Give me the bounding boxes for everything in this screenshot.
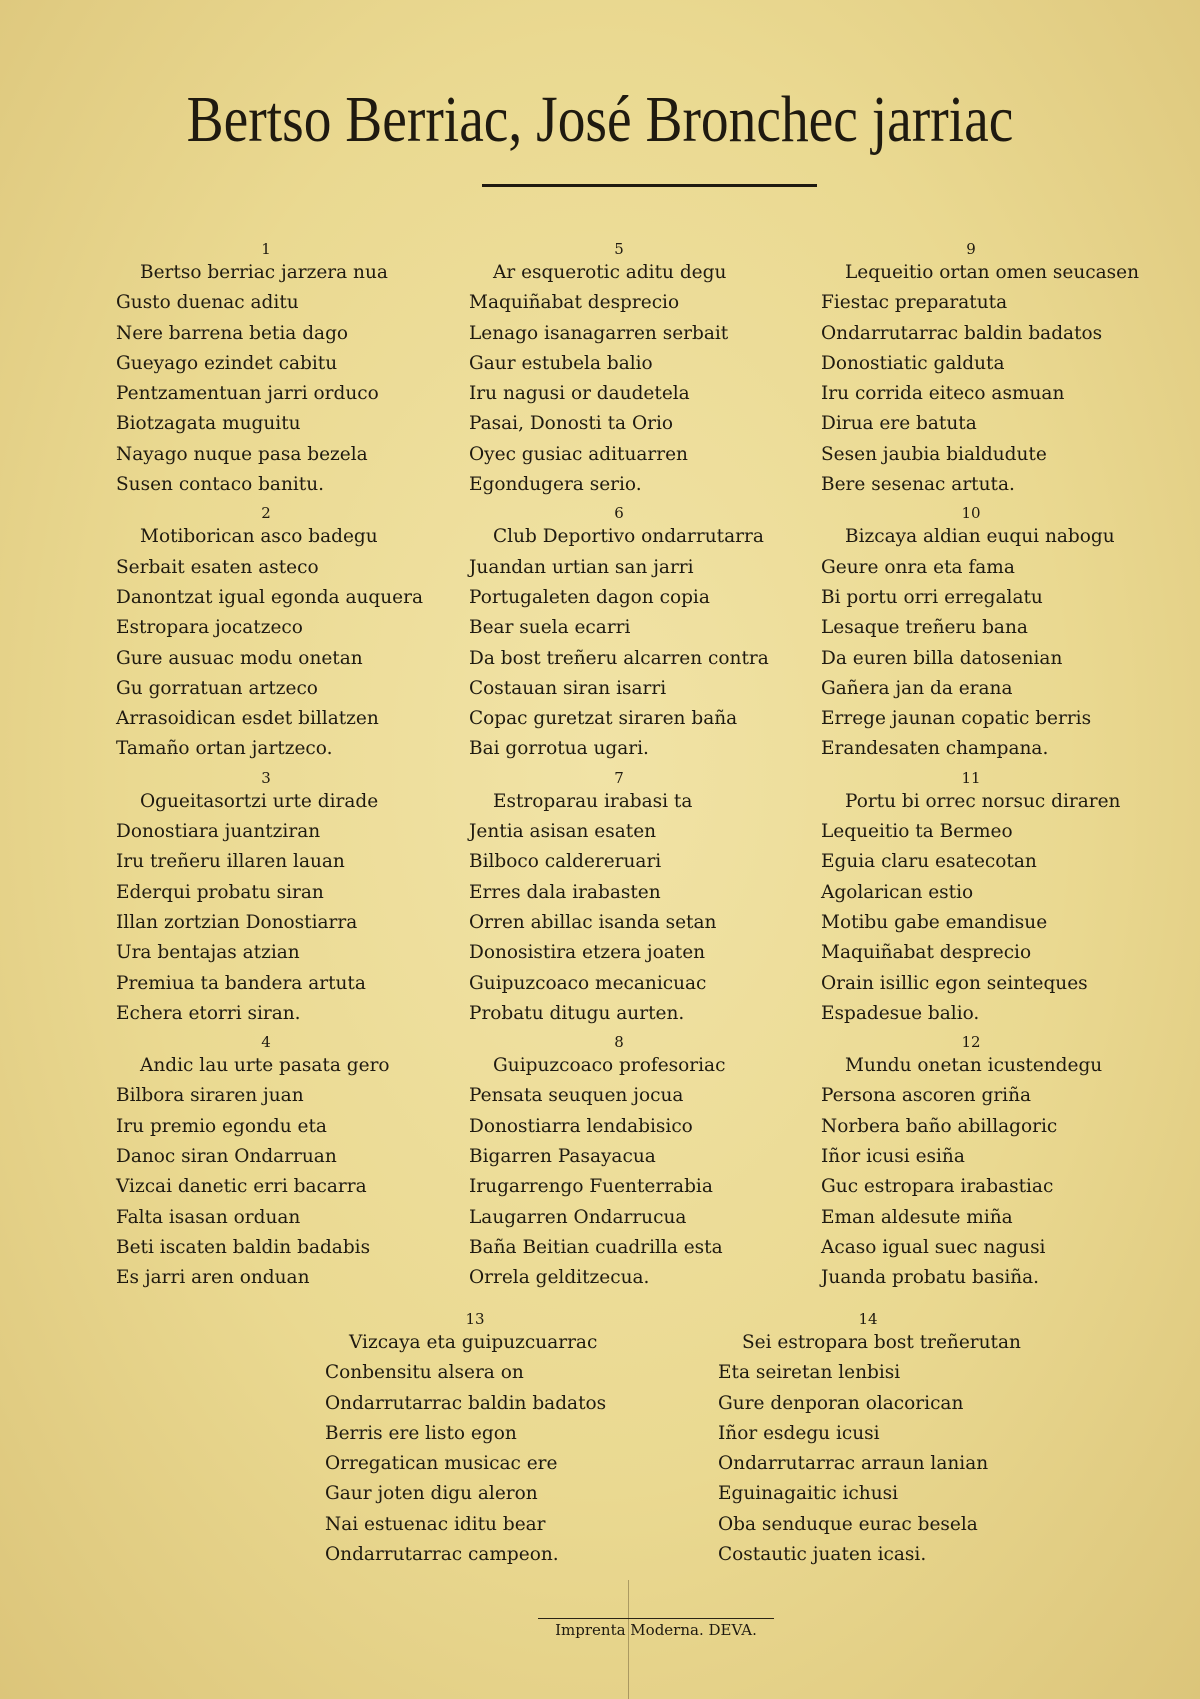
verse-line: Iru premio egondu eta: [116, 1115, 327, 1137]
verse-line: Falta isasan orduan: [116, 1206, 301, 1228]
verse-line: Conbensitu alsera on: [325, 1362, 524, 1384]
verse-line: Geure onra eta fama: [821, 556, 1015, 578]
verse-line: Erres dala irabasten: [469, 881, 661, 903]
verse-line: Copac guretzat siraren baña: [469, 708, 738, 730]
verse-line: Estroparau irabasi ta: [493, 790, 693, 812]
verse-line: Bere sesenac artuta.: [821, 474, 1015, 496]
column-left: [116, 236, 466, 1294]
verse-line: Ondarrutarrac baldin badatos: [821, 322, 1103, 344]
verse-line: Gure ausuac modu onetan: [116, 647, 363, 669]
verse-line: Ondarrutarrac campeon.: [325, 1544, 559, 1566]
verse-line: Orrela gelditzecua.: [469, 1267, 650, 1289]
verse-line: Portugaleten dagon copia: [469, 586, 710, 608]
verse-line: Gaur estubela balio: [469, 352, 653, 374]
stanza-number: 4: [261, 1033, 271, 1052]
verse-line: Maquiñabat desprecio: [821, 942, 1032, 964]
verse-line: Bilbora siraren juan: [116, 1085, 304, 1107]
verse-line: Eman aldesute miña: [821, 1206, 1013, 1228]
verse-line: Guc estropara irabastiac: [821, 1176, 1054, 1198]
verse-line: Erandesaten champana.: [821, 738, 1049, 760]
verse-line: Ederqui probatu siran: [116, 881, 324, 903]
printer-imprint: Imprenta Moderna. DEVA.: [555, 1621, 757, 1639]
verse-line: Ondarrutarrac arraun lanian: [718, 1453, 989, 1475]
verse-line: Da bost treñeru alcarren contra: [469, 647, 769, 669]
verse-line: Iñor esdegu icusi: [718, 1422, 880, 1444]
verse-line: Dirua ere batuta: [821, 413, 977, 435]
verse-line: Nayago nuque pasa bezela: [116, 443, 368, 465]
verse-line: Tamaño ortan jartzeco.: [116, 738, 333, 760]
verse-line: Ura bentajas atzian: [116, 942, 300, 964]
verse-line: Probatu ditugu aurten.: [469, 1002, 685, 1024]
verse-line: Gu gorratuan artzeco: [116, 677, 318, 699]
verse-line: Bear suela ecarri: [469, 617, 631, 639]
verse-line: Norbera baño abillagoric: [821, 1115, 1058, 1137]
verse-line: Gaur joten digu aleron: [325, 1483, 538, 1505]
stanza-number: 9: [966, 240, 976, 258]
verse-line: Susen contaco banitu.: [116, 474, 325, 496]
verse-line: Portu bi orrec norsuc diraren: [845, 790, 1121, 812]
stanza: [821, 500, 1171, 764]
verse-line: Agolarican estio: [821, 881, 974, 903]
verse-line: Gusto duenac aditu: [116, 292, 299, 314]
page-title: Bertso Berriac, José Bronchec jarriac: [186, 83, 1014, 156]
stanza-number: 13: [465, 1310, 485, 1328]
stanza: [718, 1306, 1068, 1570]
column-bottom-right: [718, 1306, 1068, 1570]
verse-line: Pensata seuquen jocua: [469, 1085, 684, 1107]
verse-line: Costauan siran isarri: [469, 677, 667, 699]
verse-line: Orregatican musicac ere: [325, 1453, 558, 1475]
verse-line: Es jarri aren onduan: [116, 1267, 310, 1289]
verse-line: Donostiarra lendabisico: [469, 1115, 693, 1137]
verse-line: Guipuzcoaco profesoriac: [493, 1055, 726, 1077]
verse-line: Sei estropara bost treñerutan: [742, 1332, 1021, 1353]
stanza-number: 1: [261, 240, 271, 258]
column-right: [821, 236, 1171, 1294]
stanza-number: 14: [858, 1310, 878, 1328]
stanza: [469, 1029, 819, 1293]
verse-line: Danoc siran Ondarruan: [116, 1146, 337, 1168]
stanza: [116, 500, 466, 764]
verse-line: Juanda probatu basiña.: [821, 1267, 1040, 1289]
verse-line: Guipuzcoaco mecanicuac: [469, 972, 707, 994]
verse-line: Orain isillic egon seinteques: [821, 972, 1088, 994]
verse-line: Bai gorrotua ugari.: [469, 738, 649, 760]
verse-line: Motiborican asco badegu: [140, 526, 378, 548]
verse-line: Donosistira etzera joaten: [469, 942, 706, 964]
verse-line: Bertso berriac jarzera nua: [140, 262, 388, 283]
verse-line: Gueyago ezindet cabitu: [116, 352, 338, 374]
verse-line: Bigarren Pasayacua: [469, 1146, 656, 1168]
verse-line: Club Deportivo ondarrutarra: [493, 526, 764, 548]
verse-line: Illan zortzian Donostiarra: [116, 911, 358, 933]
verse-line: Biotzagata muguitu: [116, 413, 301, 435]
stanza-number: 6: [614, 504, 624, 523]
column-middle: [469, 236, 819, 1294]
verse-line: Echera etorri siran.: [116, 1002, 301, 1024]
verse-line: Vizcaya eta guipuzcuarrac: [349, 1332, 598, 1353]
verse-line: Laugarren Ondarrucua: [469, 1206, 687, 1228]
verse-line: Ar esquerotic aditu degu: [493, 262, 727, 283]
stanza-number: 12: [961, 1033, 981, 1052]
column-bottom-left: [325, 1306, 675, 1570]
footer-rule: [538, 1618, 774, 1619]
stanza: [469, 236, 819, 500]
verse-line: Premiua ta bandera artuta: [116, 972, 366, 994]
verse-line: Oba senduque eurac besela: [718, 1513, 978, 1535]
verse-line: Ogueitasortzi urte dirade: [140, 790, 379, 812]
stanza: [116, 236, 466, 500]
verse-line: Donostiara juantziran: [116, 821, 321, 843]
verse-line: Bizcaya aldian euqui nabogu: [845, 526, 1115, 548]
verse-line: Iru corrida eiteco asmuan: [821, 383, 1065, 405]
stanza-number: 7: [614, 768, 624, 787]
verse-line: Eguinagaitic ichusi: [718, 1483, 899, 1505]
stanza: [325, 1306, 675, 1570]
verse-line: Iru nagusi or daudetela: [469, 383, 690, 405]
stanza-number: 10: [961, 504, 981, 523]
verse-line: Orren abillac isanda setan: [469, 911, 717, 933]
verse-line: Mundu onetan icustendegu: [845, 1055, 1103, 1077]
stanza: [821, 765, 1171, 1029]
verse-line: Motibu gabe emandisue: [821, 911, 1048, 933]
stanza-number: 3: [261, 768, 271, 787]
verse-line: Baña Beitian cuadrilla esta: [469, 1236, 723, 1258]
verse-line: Da euren billa datosenian: [821, 647, 1063, 669]
stanza: [821, 1029, 1171, 1293]
stanza: [116, 1029, 466, 1293]
verse-line: Espadesue balio.: [821, 1002, 980, 1024]
verse-line: Egondugera serio.: [469, 474, 642, 496]
stanza-number: 5: [614, 240, 624, 258]
stanza: [469, 500, 819, 764]
stanza-number: 11: [961, 768, 981, 787]
title-underline: [482, 184, 817, 187]
verse-line: Sesen jaubia bialdudute: [821, 443, 1047, 465]
verse-line: Danontzat igual egonda auquera: [116, 586, 423, 608]
stanza: [821, 236, 1171, 500]
verse-line: Maquiñabat desprecio: [469, 292, 680, 314]
stanza: [469, 765, 819, 1029]
verse-line: Iru treñeru illaren lauan: [116, 851, 345, 873]
verse-line: Estropara jocatzeco: [116, 617, 303, 639]
verse-line: Juandan urtian san jarri: [469, 556, 694, 578]
verse-line: Nere barrena betia dago: [116, 322, 349, 344]
verse-line: Lequeitio ortan omen seucasen: [845, 262, 1139, 283]
verse-line: Jentia asisan esaten: [469, 821, 657, 843]
verse-line: Lequeitio ta Bermeo: [821, 821, 1013, 843]
verse-line: Lesaque treñeru bana: [821, 617, 1028, 639]
verse-line: Arrasoidican esdet billatzen: [116, 708, 379, 730]
verse-line: Andic lau urte pasata gero: [140, 1055, 390, 1077]
verse-line: Bilboco caldereruari: [469, 851, 662, 873]
verse-line: Ondarrutarrac baldin badatos: [325, 1392, 607, 1414]
verse-line: Vizcai danetic erri bacarra: [116, 1176, 367, 1198]
verse-line: Pasai, Donosti ta Orio: [469, 413, 674, 435]
verse-line: Lenago isanagarren serbait: [469, 322, 729, 344]
verse-line: Gure denporan olacorican: [718, 1392, 964, 1414]
verse-line: Serbait esaten asteco: [116, 556, 319, 578]
verse-line: Gañera jan da erana: [821, 677, 1013, 699]
verse-line: Iñor icusi esiña: [821, 1146, 965, 1168]
verse-line: Eta seiretan lenbisi: [718, 1362, 901, 1384]
verse-line: Irugarrengo Fuenterrabia: [469, 1176, 713, 1198]
verse-line: Errege jaunan copatic berris: [821, 708, 1092, 730]
verse-line: Eguia claru esatecotan: [821, 851, 1037, 873]
verse-line: Fiestac preparatuta: [821, 292, 1008, 314]
stanza-number: 8: [614, 1033, 624, 1052]
stanza-number: 2: [261, 504, 271, 523]
verse-line: Acaso igual suec nagusi: [821, 1236, 1046, 1258]
verse-line: Persona ascoren griña: [821, 1085, 1032, 1107]
verse-line: Costautic juaten icasi.: [718, 1544, 927, 1566]
verse-line: Beti iscaten baldin badabis: [116, 1236, 371, 1258]
verse-line: Nai estuenac iditu bear: [325, 1513, 546, 1535]
verse-line: Bi portu orri erregalatu: [821, 586, 1043, 608]
verse-line: Pentzamentuan jarri orduco: [116, 383, 379, 405]
stanza: [116, 765, 466, 1029]
verse-line: Oyec gusiac adituarren: [469, 443, 688, 465]
verse-line: Donostiatic galduta: [821, 352, 1005, 374]
verse-line: Berris ere listo egon: [325, 1422, 517, 1444]
